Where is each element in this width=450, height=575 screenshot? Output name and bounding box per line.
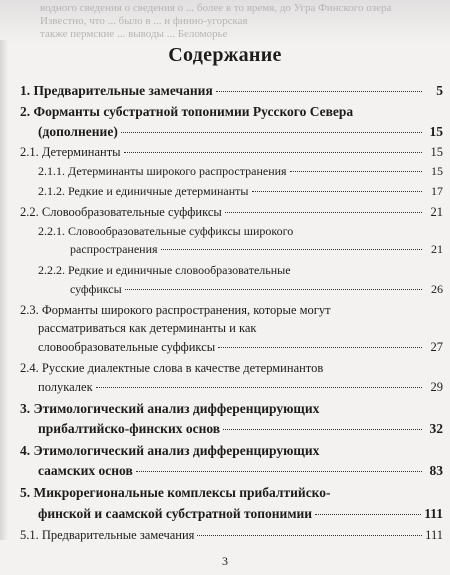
leader-dots bbox=[225, 212, 422, 213]
toc-page-number: 83 bbox=[429, 463, 443, 478]
toc-entry-text: 2.1.2. Редкие и единичные детерминанты bbox=[38, 184, 249, 198]
toc-entry[interactable] bbox=[38, 463, 443, 478]
toc-entry-text[interactable]: 2. Форманты субстратной топонимии Русского Севера bbox=[20, 104, 354, 119]
toc-entry[interactable] bbox=[38, 124, 443, 139]
toc-entry-text: словообразовательные суффиксы bbox=[38, 340, 216, 354]
leader-dots bbox=[96, 387, 422, 388]
toc-entry[interactable] bbox=[38, 380, 443, 395]
toc-entry-text: распространения bbox=[70, 242, 158, 256]
toc-entry-text[interactable]: 2.2.1. Словообразовательные суффиксы широкого bbox=[38, 224, 294, 238]
toc-page-number: 15 bbox=[429, 124, 443, 139]
toc-page-number: 15 bbox=[431, 164, 443, 178]
leader-dots bbox=[252, 191, 423, 192]
leader-dots bbox=[125, 289, 422, 290]
toc-page-number: 21 bbox=[430, 205, 443, 219]
toc-page-number: 26 bbox=[431, 282, 443, 296]
toc-page-number: 111 bbox=[424, 506, 443, 521]
toc-entry-text: (дополнение) bbox=[38, 124, 118, 139]
toc-page-number: 111 bbox=[425, 528, 443, 542]
toc-entry-text: суффиксы bbox=[70, 282, 122, 296]
toc-page-number: 17 bbox=[431, 184, 443, 198]
leader-dots bbox=[124, 152, 422, 153]
toc-entry[interactable] bbox=[20, 83, 443, 98]
toc-entry-text[interactable]: 4. Этимологический анализ дифференцирующих bbox=[20, 443, 320, 458]
toc-page-number: 15 bbox=[430, 145, 443, 159]
toc-entry-text[interactable]: 2.3. Форманты широкого распространения, которые могут bbox=[20, 303, 331, 317]
leader-dots bbox=[121, 132, 422, 133]
toc-entry-text: 2.1.1. Детерминанты широкого распространения bbox=[38, 164, 287, 178]
toc-entry-text: 5.1. Предварительные замечания bbox=[20, 528, 195, 542]
leader-dots bbox=[218, 347, 422, 348]
leader-dots bbox=[136, 471, 422, 472]
toc-entry-text: 1. Предварительные замечания bbox=[20, 83, 213, 98]
toc-entry[interactable] bbox=[20, 145, 443, 160]
bleed-line: водного сведения о сведения о ... более в то время, до Угра Финского озера bbox=[40, 2, 392, 14]
bleed-line: Известно, что ... было в ... и финно-угорская bbox=[40, 15, 248, 27]
toc-entry-text: саамских основ bbox=[38, 463, 133, 478]
toc-entry-text[interactable]: рассматриваться как детерминанты и как bbox=[38, 321, 257, 335]
toc-page-number: 27 bbox=[430, 340, 443, 354]
toc-page-number: 29 bbox=[430, 380, 443, 394]
toc-page-number: 21 bbox=[431, 242, 443, 256]
leader-dots bbox=[161, 249, 422, 250]
toc-entry[interactable] bbox=[38, 340, 443, 355]
toc-page-number: 32 bbox=[429, 421, 443, 436]
leader-dots bbox=[223, 429, 422, 430]
bleed-line: также пермские ... выводы ... Беломорье bbox=[40, 28, 228, 40]
toc-entry-text: 2.1. Детерминанты bbox=[20, 145, 121, 159]
leader-dots bbox=[197, 535, 422, 536]
toc-entry-text: полукалек bbox=[38, 380, 93, 394]
toc-entry-text: 2.2. Словообразовательные суффиксы bbox=[20, 205, 222, 219]
toc-entry[interactable] bbox=[20, 528, 443, 543]
toc-entry-text[interactable]: 5. Микрорегиональные комплексы прибалтийско- bbox=[20, 485, 331, 500]
leader-dots bbox=[216, 91, 422, 92]
page-title: Содержание bbox=[168, 44, 282, 66]
toc-entry-text: прибалтийско-финских основ bbox=[38, 421, 221, 436]
toc-entry[interactable] bbox=[38, 421, 443, 436]
leader-dots bbox=[315, 514, 421, 515]
toc-entry[interactable] bbox=[38, 164, 443, 179]
toc-entry-text[interactable]: 2.2.2. Редкие и единичные словообразовательные bbox=[38, 263, 291, 277]
page-number: 3 bbox=[222, 554, 228, 568]
toc-entry[interactable] bbox=[38, 184, 443, 199]
toc-page-number: 5 bbox=[436, 83, 443, 98]
toc-entry-text[interactable]: 3. Этимологический анализ дифференцирующих bbox=[20, 401, 320, 416]
toc-entry[interactable] bbox=[38, 506, 443, 521]
toc-entry[interactable] bbox=[70, 282, 443, 297]
toc-entry[interactable] bbox=[70, 242, 443, 257]
toc-entry-text: финской и саамской субстратной топонимии bbox=[38, 506, 313, 521]
leader-dots bbox=[290, 171, 422, 172]
toc-entry-text[interactable]: 2.4. Русские диалектные слова в качестве детерминантов bbox=[20, 361, 324, 375]
toc-entry[interactable] bbox=[20, 205, 443, 220]
